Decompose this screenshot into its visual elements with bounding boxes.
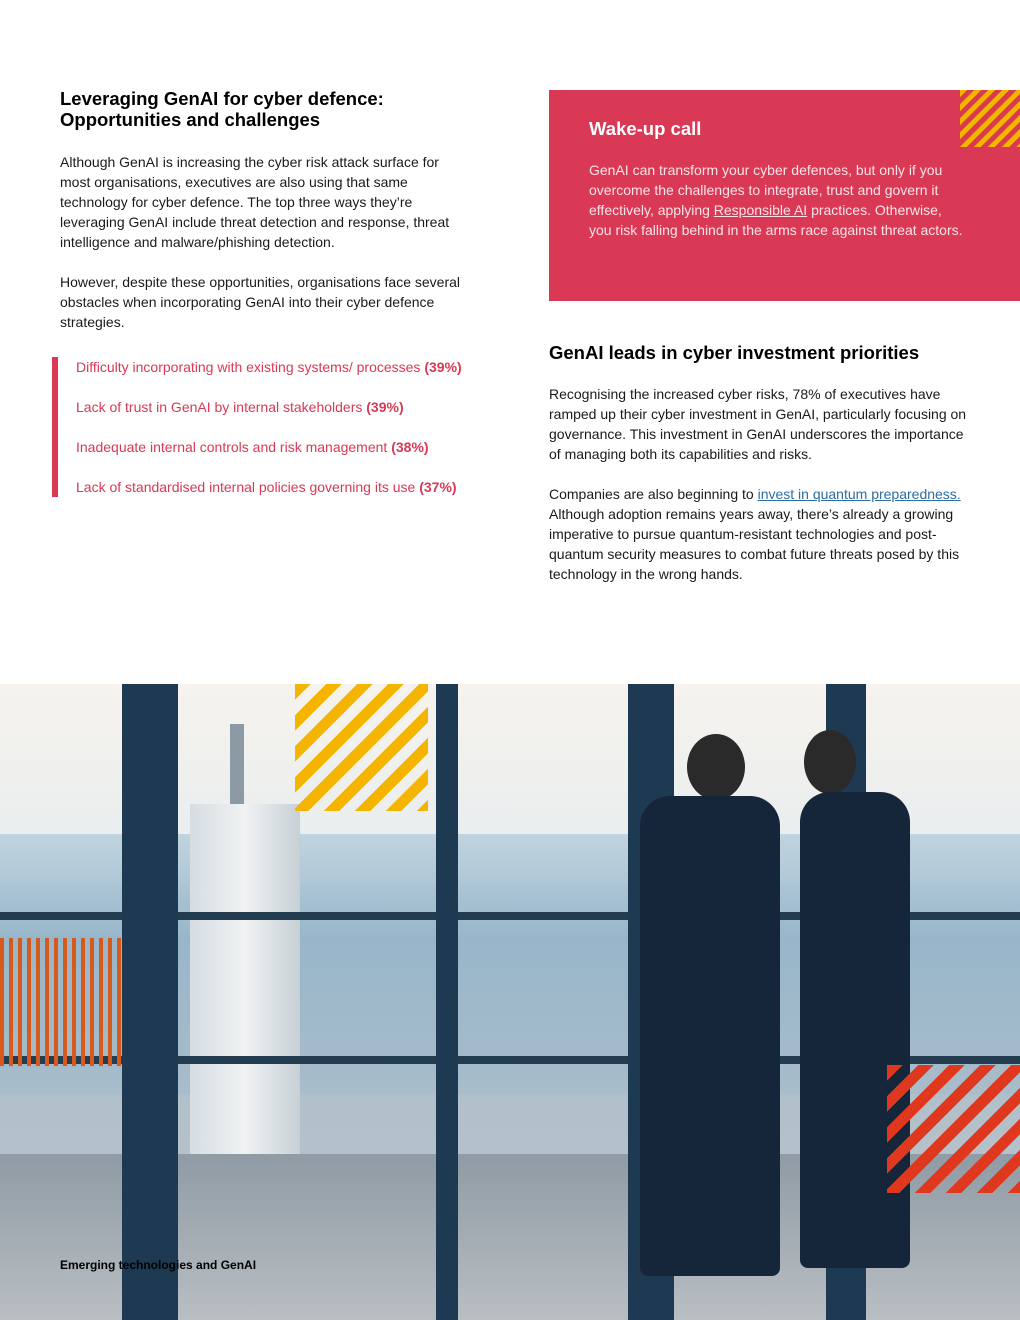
challenge-percent: (39%) — [424, 359, 462, 375]
challenge-item — [76, 477, 472, 497]
heading-line-2: Opportunities and challenges — [60, 109, 321, 130]
quantum-preparedness-link[interactable]: invest in quantum preparedness. — [757, 486, 961, 502]
decorative-stripes — [0, 938, 125, 1066]
wake-up-call-title: Wake-up call — [589, 118, 702, 139]
person-silhouette — [800, 792, 910, 1268]
person-head — [804, 730, 856, 794]
responsible-ai-link[interactable]: Responsible AI — [713, 202, 808, 218]
challenge-percent: (38%) — [391, 439, 429, 455]
office-window-photo — [0, 684, 1020, 1320]
decorative-stripes — [887, 1065, 1020, 1193]
wake-up-text-end: practices. Otherwise, you risk falling behind in the arms race against threat actors. — [589, 202, 963, 238]
quantum-paragraph — [549, 484, 969, 584]
heading-line-1: Leveraging GenAI for cyber defence: — [60, 88, 384, 109]
challenge-text: Inadequate internal controls and risk management — [76, 439, 392, 455]
challenge-text: Lack of trust in GenAI by internal stakeholders — [76, 399, 367, 415]
challenge-percent: (39%) — [366, 399, 404, 415]
wake-up-call-box — [549, 90, 1020, 301]
obstacles-paragraph: However, despite these opportunities, organisations face several obstacles when incorporating GenAI into their cyber defence strategies. — [60, 274, 461, 330]
challenge-text: Difficulty incorporating with existing systems/ processes — [76, 359, 425, 375]
left-column — [60, 88, 470, 332]
wake-up-text-start: GenAI can transform your cyber defences, but only if you overcome the challenges to integrate, trust and govern it effectively, applying — [589, 162, 943, 218]
intro-paragraph: Although GenAI is increasing the cyber risk attack surface for most organisations, executives are also using that same technology for cyber defence. The top three ways they’re leveraging GenAI include threat detection and response, threat intelligence and malware/phishing detection. — [60, 154, 450, 250]
challenge-item — [76, 397, 472, 417]
challenges-list — [52, 357, 472, 497]
person-silhouette — [640, 796, 780, 1276]
challenge-item — [76, 437, 472, 457]
investment-paragraph: Recognising the increased cyber risks, 78% of executives have ramped up their cyber investment in GenAI, particularly focusing on governance. This investment in GenAI underscores the importance of managing both its capabilities and risks. — [549, 386, 967, 462]
quantum-text-end: Although adoption remains years away, there’s already a growing imperative to pursue quantum-resistant technologies and post-quantum security measures to combat future threats posed by this technology in the wrong hands. — [549, 506, 960, 582]
photo-building — [190, 804, 300, 1164]
window-mullion — [436, 684, 458, 1320]
decorative-stripes — [295, 684, 428, 811]
wake-up-call-text — [589, 160, 964, 240]
challenge-percent: (37%) — [419, 479, 457, 495]
window-mullion — [122, 684, 178, 1320]
section-heading-genai-cyber-defence — [60, 88, 470, 130]
right-column — [549, 342, 969, 584]
photo-tower-spire — [230, 724, 244, 814]
footer-section-label: Emerging technologies and GenAI — [60, 1258, 257, 1272]
person-head — [687, 734, 745, 800]
challenge-text: Lack of standardised internal policies governing its use — [76, 479, 420, 495]
quantum-text-start: Companies are also beginning to — [549, 486, 758, 502]
decorative-stripes — [960, 90, 1020, 147]
section-heading-investment-priorities: GenAI leads in cyber investment priorities — [549, 342, 920, 363]
challenge-item — [76, 357, 472, 377]
